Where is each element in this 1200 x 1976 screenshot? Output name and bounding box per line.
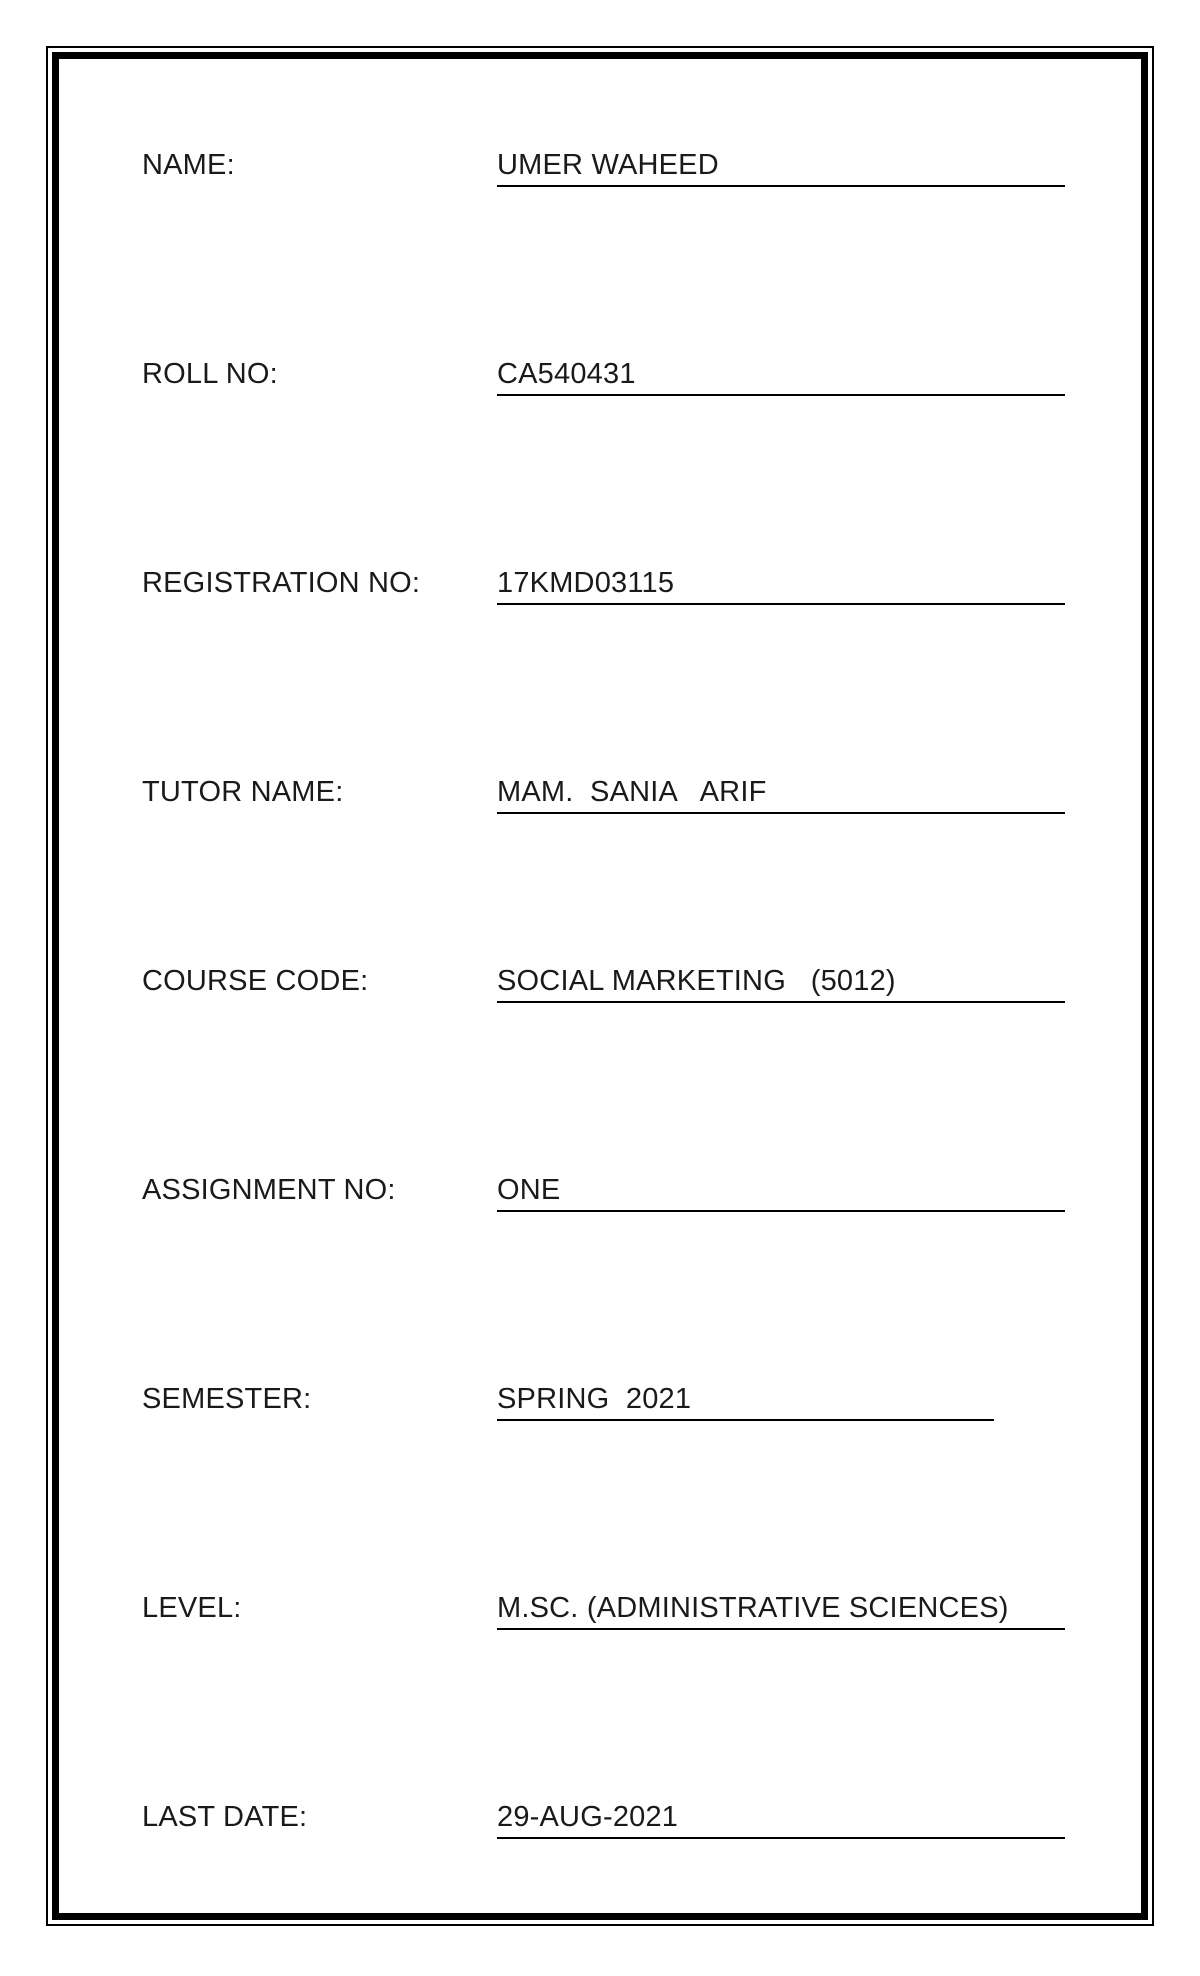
field-underline (497, 1170, 1065, 1212)
field-underline (497, 1797, 1065, 1839)
field-label: COURSE CODE: (142, 965, 369, 997)
field-row-roll-no (142, 354, 1062, 394)
field-underline (497, 145, 1065, 187)
field-underline (497, 1379, 994, 1421)
field-row-tutor-name (142, 772, 1062, 812)
field-underline (497, 1588, 1065, 1630)
field-label: ASSIGNMENT NO: (142, 1174, 396, 1206)
field-value: SOCIAL MARKETING (5012) (497, 965, 896, 997)
field-label: ROLL NO: (142, 358, 278, 390)
field-underline (497, 563, 1065, 605)
field-value: M.SC. (ADMINISTRATIVE SCIENCES) (497, 1592, 1009, 1624)
field-label: NAME: (142, 149, 235, 181)
field-row-name (142, 145, 1062, 185)
field-row-registration-no (142, 563, 1062, 603)
field-value: 17KMD03115 (497, 567, 675, 599)
field-value: 29-AUG-2021 (497, 1801, 679, 1833)
field-underline (497, 961, 1065, 1003)
field-row-assignment-no (142, 1170, 1062, 1210)
field-row-course-code (142, 961, 1062, 1001)
field-underline (497, 772, 1065, 814)
field-row-semester (142, 1379, 1062, 1419)
field-value: SPRING 2021 (497, 1383, 692, 1415)
field-label: TUTOR NAME: (142, 776, 344, 808)
field-label: LAST DATE: (142, 1801, 308, 1833)
field-label: SEMESTER: (142, 1383, 312, 1415)
field-label: LEVEL: (142, 1592, 242, 1624)
field-label: REGISTRATION NO: (142, 567, 421, 599)
field-value: CA540431 (497, 358, 636, 390)
field-value: UMER WAHEED (497, 149, 719, 181)
field-value: ONE (497, 1174, 561, 1206)
field-value: MAM. SANIA ARIF (497, 776, 767, 808)
field-row-level (142, 1588, 1062, 1628)
field-row-last-date (142, 1797, 1062, 1837)
field-underline (497, 354, 1065, 396)
